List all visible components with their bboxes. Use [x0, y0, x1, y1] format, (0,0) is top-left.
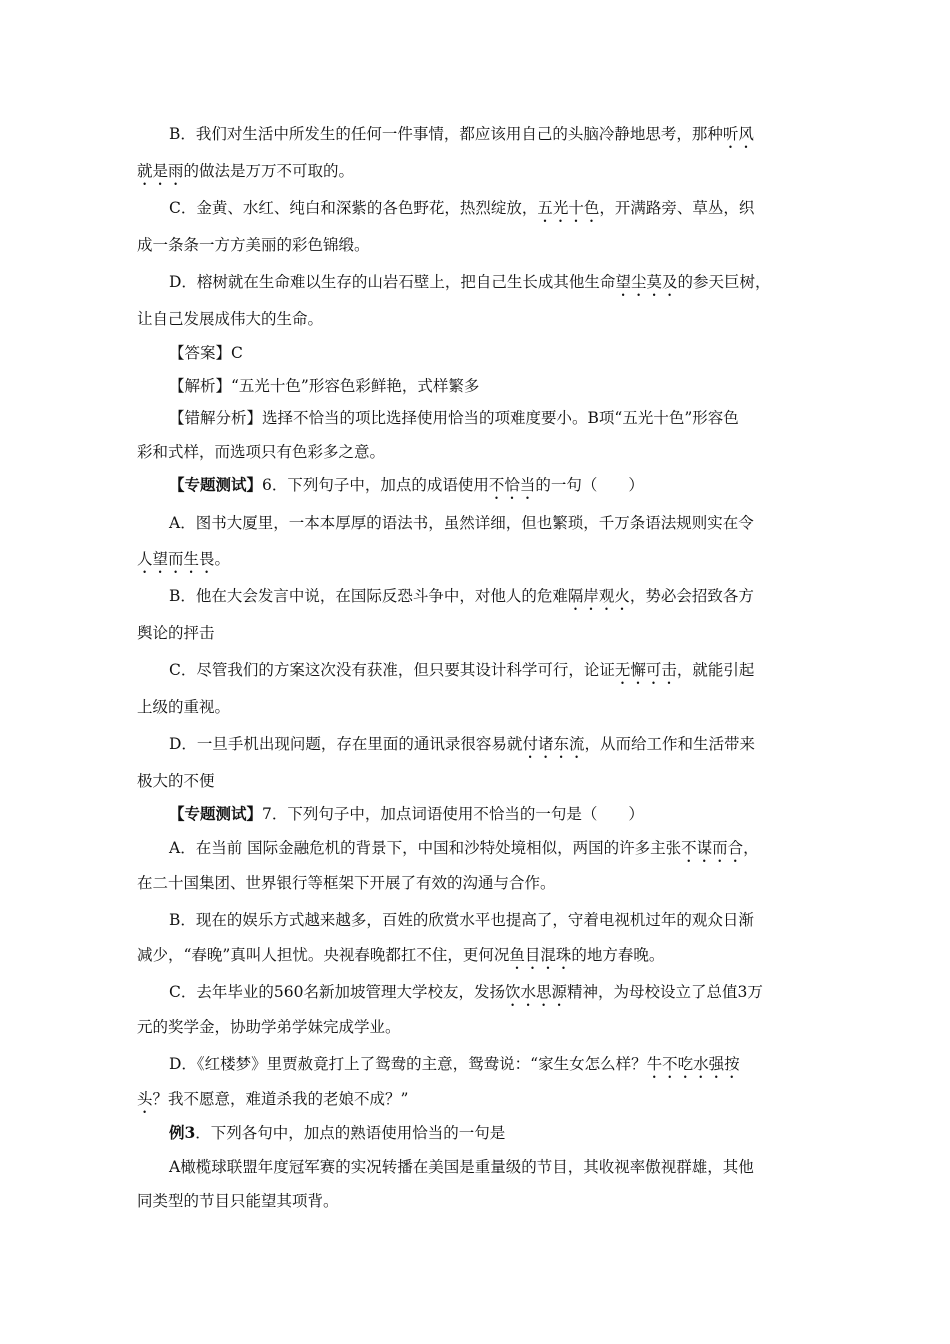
example-3-stem: [169, 1122, 859, 1144]
q6-option-a-line-1: A．图书大厦里，一本本厚厚的语法书，虽然详细，但也繁琐，千万条语法规则实在令: [169, 514, 754, 532]
text: 7．下列句子中，加点词语使用不恰当的一句是（ ）: [262, 805, 644, 823]
text: ，从而给工作和生活带来: [584, 735, 755, 753]
q7-option-c-line-2: 元的奖学金，协助学弟学妹完成学业。: [137, 1018, 401, 1036]
topic-test-tag: 【专题测试】: [169, 804, 263, 823]
emphasized-idiom: 头: [137, 1090, 153, 1108]
q5-option-b-line-1: [169, 123, 859, 152]
text: ，开满路旁、草丛，织: [599, 199, 755, 217]
text: B．他在大会发言中说，在国际反恐斗争中，对他人的危难: [169, 587, 568, 605]
q6-stem: [169, 474, 859, 503]
q6-option-a-line-2: [137, 548, 827, 577]
q7-stem: [169, 803, 859, 825]
text: 减少，“春晚”真叫人担忧。央视春晚都扛不住，更何况: [137, 946, 510, 964]
q6-option-d-line-1: [169, 733, 859, 762]
q7-option-a-line-1: [169, 837, 859, 866]
text: 的地方春晚。: [571, 946, 665, 964]
emphasized-idiom: 人望而生畏: [137, 550, 215, 568]
text: ？我不愿意，难道杀我的老娘不成？”: [152, 1090, 409, 1108]
emphasized-idiom: 隔岸观火: [567, 587, 630, 605]
text: D．一旦手机出现问题，存在里面的通讯录很容易就: [169, 735, 523, 753]
q6-option-d-line-2: 极大的不便: [137, 772, 215, 790]
text: 精神，为母校设立了总值3万: [566, 983, 763, 1001]
text: D．《红楼梦》里贾赦竟打上了鸳鸯的主意，鸳鸯说：“家生女怎么样？: [169, 1055, 647, 1073]
text: 的做法是万万不可取的。: [183, 162, 355, 180]
text: ，就能引起: [676, 661, 755, 679]
text: 的一句（ ）: [535, 476, 644, 494]
text: 6．下列句子中，加点的成语使用: [262, 476, 489, 494]
q7-option-b-line-1: B．现在的娱乐方式越来越多，百姓的欣赏水平也提高了，守着电视机过年的观众日渐: [169, 911, 754, 929]
q7-option-c-line-1: [169, 981, 859, 1010]
emphasized-idiom: 五光十色: [537, 199, 600, 217]
q5-error-analysis-line-1: 【错解分析】选择不恰当的项比选择使用恰当的项难度要小。B项“五光十色”形容色: [169, 409, 739, 427]
q5-option-d-line-1: [169, 271, 859, 300]
emphasized-idiom: 听风: [722, 125, 754, 143]
text: D．榕树就在生命难以生存的山岩石壁上，把自己生长成其他生命: [169, 273, 616, 291]
topic-test-tag: 【专题测试】: [169, 475, 263, 494]
q6-option-b-line-2: 舆论的抨击: [137, 624, 215, 642]
q7-option-d-line-2: [137, 1088, 827, 1117]
emphasized-idiom: 无懈可击: [614, 661, 677, 679]
q5-option-c-line-1: [169, 197, 859, 226]
q5-option-d-line-2: 让自己发展成伟大的生命。: [137, 310, 324, 328]
emphasized-idiom: 望尘莫及: [615, 273, 678, 291]
text: C．去年毕业的560名新加坡管理大学校友，发扬: [169, 983, 505, 1001]
text: ，势必会招致各方: [629, 587, 754, 605]
q7-option-a-line-2: 在二十国集团、世界银行等框架下开展了有效的沟通与合作。: [137, 874, 556, 892]
text: A．在当前 国际金融危机的背景下，中国和沙特处境相似，两国的许多主张: [169, 839, 682, 857]
example-3-option-a-line-2: 同类型的节目只能望其项背。: [137, 1192, 339, 1210]
text: C．尽管我们的方案这次没有获准，但只要其设计科学可行，论证: [169, 661, 615, 679]
emphasized-idiom: 付诸东流: [522, 735, 585, 753]
q7-option-d-line-1: [169, 1053, 859, 1082]
text: 的参天巨树，: [677, 273, 771, 291]
q6-option-c-line-2: 上级的重视。: [137, 698, 231, 716]
q6-option-c-line-1: [169, 659, 859, 688]
emphasized-idiom: 牛不吃水强按: [646, 1055, 740, 1073]
emphasized-idiom: 就是雨: [137, 162, 184, 180]
q6-option-b-line-1: [169, 585, 859, 614]
emphasized-idiom: 饮水思源: [504, 983, 567, 1001]
text: B．我们对生活中所发生的任何一件事情，都应该用自己的头脑冷静地思考，那种: [169, 125, 723, 143]
text: C．金黄、水红、纯白和深紫的各色野花，热烈绽放，: [169, 199, 538, 217]
q7-option-b-line-2: [137, 944, 827, 973]
text: ，: [743, 839, 759, 857]
example-tag: 例3: [169, 1123, 196, 1142]
text: 。: [214, 550, 231, 568]
q5-analysis: 【解析】“五光十色”形容色彩鲜艳，式样繁多: [169, 377, 480, 395]
q5-answer: 【答案】C: [169, 344, 243, 362]
example-3-option-a-line-1: A橄榄球联盟年度冠军赛的实况转播在美国是重量级的节目，其收视率傲视群雄，其他: [169, 1158, 754, 1176]
text: ．下列各句中，加点的熟语使用恰当的一句是: [195, 1124, 506, 1142]
q5-option-b-line-2: [137, 160, 827, 189]
emphasized-idiom: 不谋而合: [681, 839, 744, 857]
q5-error-analysis-line-2: 彩和式样，而选项只有色彩多之意。: [137, 443, 386, 461]
q5-option-c-line-2: 成一条条一方方美丽的彩色锦缎。: [137, 236, 370, 254]
emphasized-word: 不恰当: [488, 476, 536, 494]
emphasized-idiom: 鱼目混珠: [509, 946, 572, 964]
